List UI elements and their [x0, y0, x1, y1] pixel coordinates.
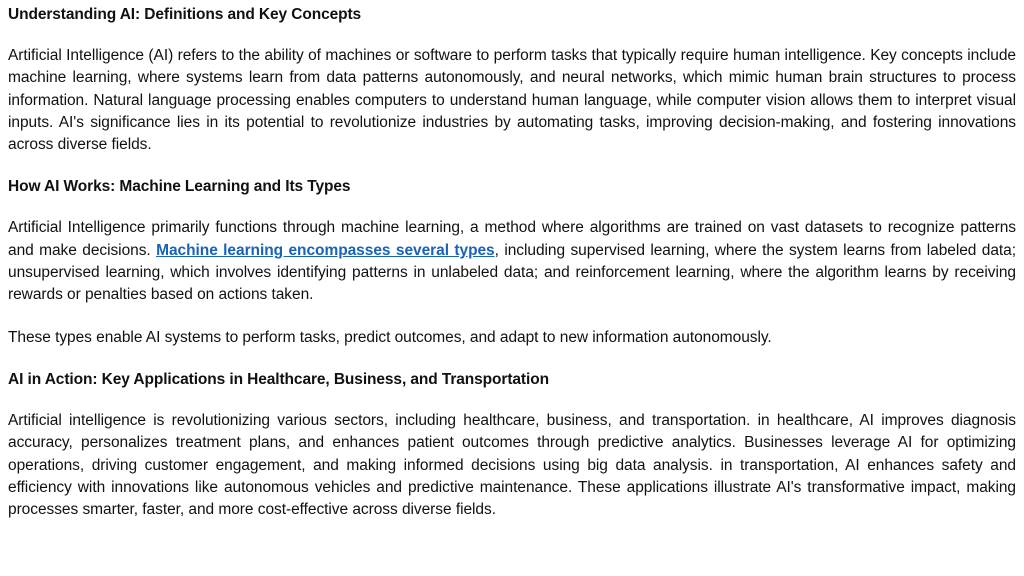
- paragraph-ai-in-action: Artificial intelligence is revolutionizing various sectors, including healthcare, business, and transportation. in healthcare, AI improves diagnosis accuracy, personalizes treatment plans, and enhances patient outcomes through predictive analytics. Businesses leverage AI for optimizing operations, driving customer engagement, and making informed decisions using big data analysis. in transportation, AI enhances safety and efficiency with innovations like autonomous vehicles and predictive maintenance. These applications illustrate AI's transformative impact, making processes smarter, faster, and more cost-effective across diverse fields.: [8, 411, 1016, 519]
- paragraph-how-ai-works-part1: Artificial Intelligence primarily functions through machine learning, a method where algorithms are trained on vast datasets to recognize patterns and make decisions.: [8, 219, 1016, 259]
- machine-learning-types-link[interactable]: Machine learning encompasses several types: [156, 241, 495, 259]
- section-heading-understanding-ai: Understanding AI: Definitions and Key Concepts: [8, 6, 362, 23]
- paragraph-understanding-ai: Artificial Intelligence (AI) refers to the ability of machines or software to perform tasks that typically require human intelligence. Key concepts include machine learning, where systems learn from data patterns autonomously, and neural networks, which mimic human brain structures to process information. Natural language processing enables computers to understand human language, while computer vision allows them to interpret visual inputs. AI's significance lies in its potential to revolutionize industries by automating tasks, improving decision-making, and fostering innovations across diverse fields.: [8, 47, 1016, 154]
- section-heading-ai-in-action: AI in Action: Key Applications in Healthcare, Business, and Transportation: [8, 370, 549, 388]
- paragraph-how-ai-works: [8, 217, 1016, 306]
- paragraph-how-ai-works-part2: , including supervised learning, where the system learns from labeled data; unsupervised learning, which involves identifying patterns in unlabeled data; and reinforcement learning, where the algorithm learns by receiving rewards or penalties based on actions taken.: [8, 241, 1017, 304]
- section-heading-how-ai-works: How AI Works: Machine Learning and Its Types: [8, 178, 351, 196]
- paragraph-ai-types-summary: These types enable AI systems to perform tasks, predict outcomes, and adapt to new information autonomously.: [8, 328, 772, 346]
